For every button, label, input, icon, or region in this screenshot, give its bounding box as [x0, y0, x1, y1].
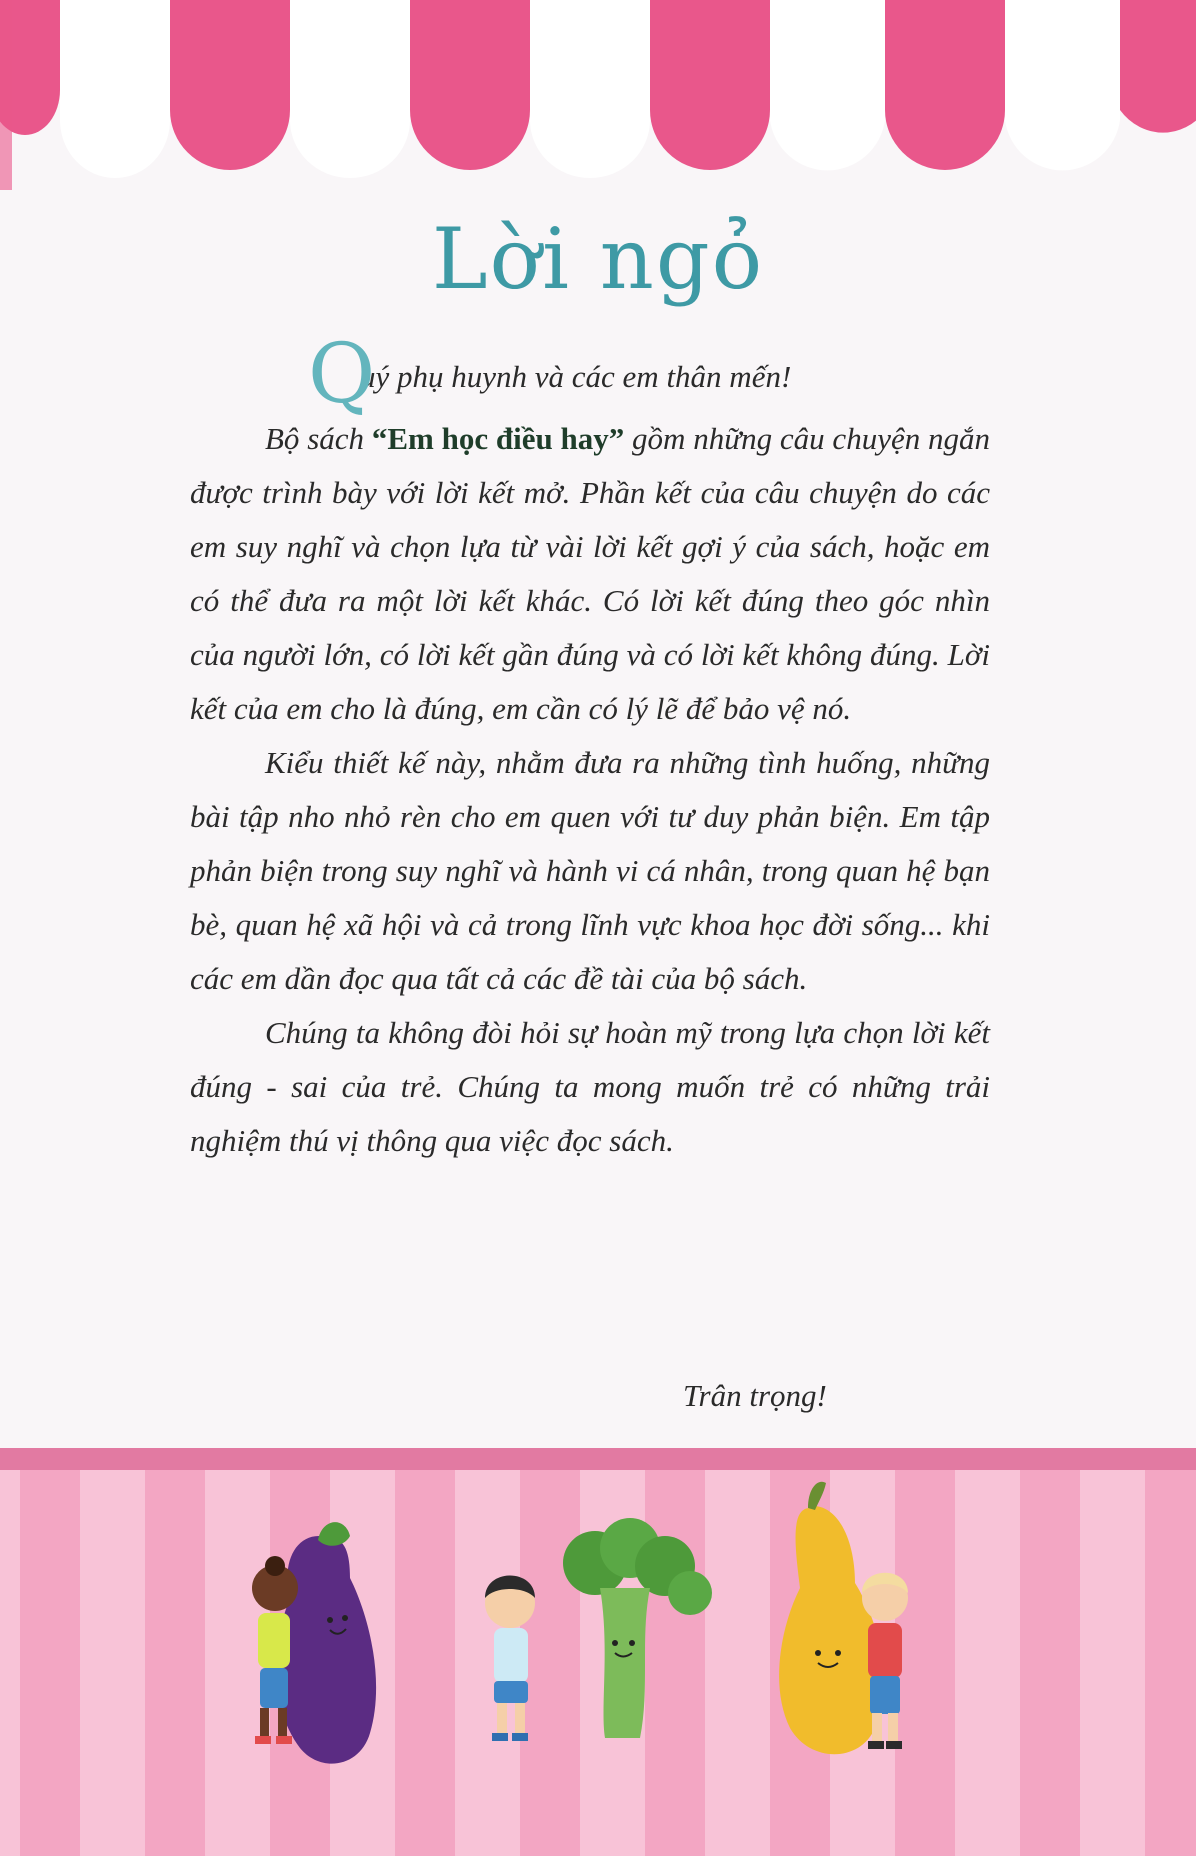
page-title: Lời ngỏ — [431, 210, 765, 308]
greeting-text: uý phụ huynh và các em thân mến! — [360, 359, 792, 394]
paragraph-3: Chúng ta không đòi hỏi sự hoàn mỹ trong lựa chọn lời kết đúng - sai của trẻ. Chúng ta mong muốn trẻ có những trải nghiệm thú vị thông qua việc đọc sách. — [190, 1015, 990, 1158]
paragraph-1 — [190, 412, 990, 736]
body-text — [190, 327, 990, 1168]
book-series-title: “Em học điều hay” — [371, 421, 625, 456]
paragraph-1-lead: Bộ sách — [265, 421, 372, 456]
greeting — [190, 327, 990, 422]
paragraph-2: Kiểu thiết kế này, nhằm đưa ra những tình huống, những bài tập nho nhỏ rèn cho em quen với tư duy phản biện. Em tập phản biện trong suy nghĩ và hành vi cá nhân, trong quan hệ bạn bè, quan hệ xã hội và cả trong lĩnh vực khoa học đời sống... khi các em dần đọc qua tất cả các đề tài của bộ sách. — [190, 745, 990, 996]
signoff: Trân trọng! — [683, 1378, 827, 1413]
awning-decoration — [0, 0, 1196, 190]
bottom-striped-band — [0, 1448, 1196, 1856]
paragraph-1-rest: gồm những câu chuyện ngắn được trình bày với lời kết mở. Phần kết của câu chuyện do các em suy nghĩ và chọn lựa từ vài lời kết gợi ý của sách, hoặc em có thể đưa ra một lời kết khác. Có lời kết đúng theo góc nhìn của người lớn, có lời kết gần đúng và có lời kết không đúng. Lời kết của em cho là đúng, em cần có lý lẽ để bảo vệ nó. — [190, 421, 990, 726]
dropcap-letter: Q — [308, 327, 376, 422]
